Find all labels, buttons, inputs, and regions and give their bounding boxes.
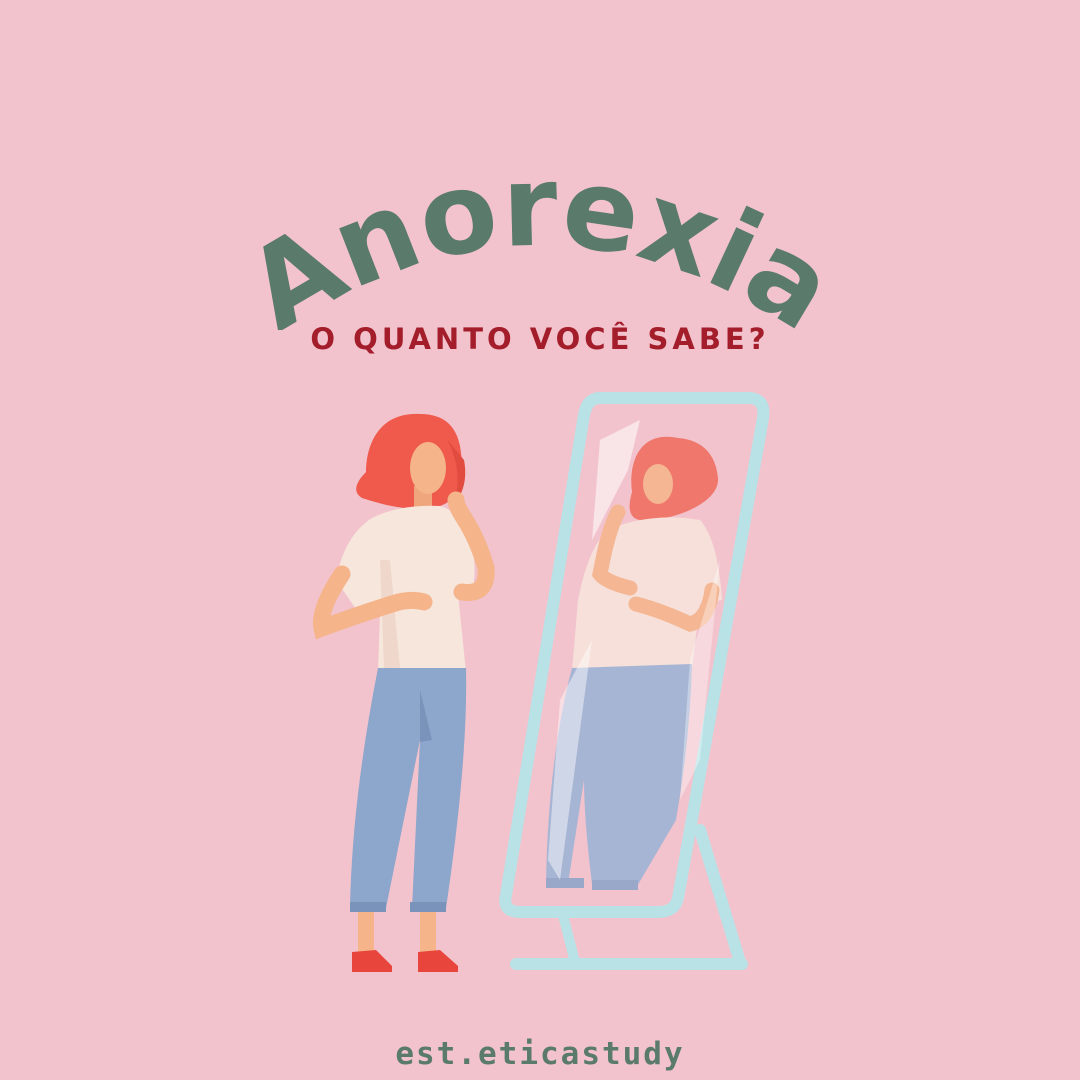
woman [321, 414, 486, 972]
footer-handle: est.eticastudy [395, 1036, 685, 1072]
title [0, 150, 1080, 330]
svg-text:Anorexia [226, 150, 855, 330]
right-shoe [418, 950, 458, 972]
mirror [505, 398, 763, 912]
title-text: Anorexia [225, 150, 855, 330]
subtitle: O QUANTO VOCÊ SABE? [310, 322, 770, 356]
left-shoe [352, 950, 392, 972]
mirror-illustration [300, 390, 770, 990]
